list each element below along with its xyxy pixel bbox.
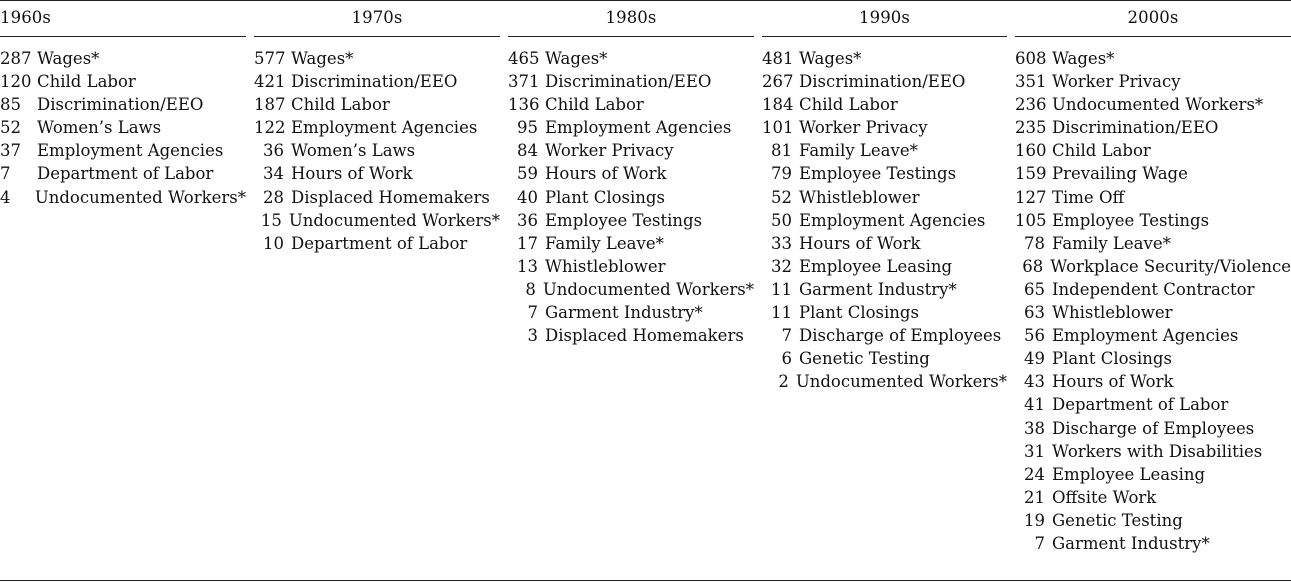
table-row — [762, 324, 1007, 347]
row-count: 187 — [254, 95, 286, 115]
table-row — [508, 232, 754, 255]
table-row — [508, 139, 754, 162]
row-count: 52 — [771, 187, 792, 207]
table-row — [254, 116, 500, 139]
row-count: 235 — [1015, 118, 1047, 138]
row-label: Family Leave* — [799, 141, 918, 161]
row-count: 122 — [254, 118, 286, 138]
row-label: Hours of Work — [799, 233, 921, 253]
row-label: Displaced Homemakers — [545, 326, 744, 346]
row-label: Department of Labor — [1052, 395, 1229, 415]
row-count: 36 — [517, 210, 538, 230]
row-label: Employment Agencies — [799, 210, 986, 230]
column-rows — [762, 47, 1007, 393]
row-count: 31 — [1024, 441, 1045, 461]
row-count: 81 — [771, 141, 792, 161]
row-label: Department of Labor — [37, 164, 214, 184]
row-label: Discrimination/EEO — [799, 72, 966, 92]
table-bottom-rule — [0, 580, 1291, 581]
table-row — [508, 162, 754, 185]
row-label: Independent Contractor — [1052, 279, 1255, 299]
table-row — [1015, 139, 1291, 162]
column-header: 1990s — [762, 0, 1007, 37]
row-count: 43 — [1024, 372, 1045, 392]
table-row — [508, 209, 754, 232]
row-count: 68 — [1022, 256, 1044, 276]
row-label: Displaced Homemakers — [291, 187, 490, 207]
row-count: 7 — [1034, 533, 1045, 553]
row-label: Wages* — [291, 49, 354, 68]
row-count: 7 — [0, 164, 11, 184]
row-count: 11 — [771, 303, 792, 323]
table-row — [1015, 186, 1291, 209]
row-count: 17 — [517, 233, 538, 253]
row-label: Worker Privacy — [1052, 72, 1181, 92]
row-label: Wages* — [545, 49, 608, 68]
table-row — [762, 93, 1007, 116]
table-row — [1015, 255, 1291, 278]
table-row — [254, 93, 500, 116]
row-count: 287 — [0, 49, 32, 68]
row-label: Employee Testings — [545, 210, 703, 230]
row-count: 21 — [1024, 487, 1045, 507]
table-row — [254, 186, 500, 209]
row-count: 10 — [263, 233, 284, 253]
table-row — [1015, 93, 1291, 116]
table-row — [1015, 324, 1291, 347]
row-label: Garment Industry* — [799, 279, 957, 299]
table-row — [762, 347, 1007, 370]
table-row — [1015, 486, 1291, 509]
row-count: 38 — [1024, 418, 1045, 438]
row-label: Employee Leasing — [1052, 464, 1206, 484]
table-row — [762, 278, 1007, 301]
row-label: Undocumented Workers* — [795, 372, 1007, 392]
decade-column-1980s — [508, 0, 754, 347]
row-label: Employee Testings — [799, 164, 957, 184]
row-count: 105 — [1015, 210, 1047, 230]
row-count: 11 — [771, 279, 792, 299]
table-row — [0, 93, 246, 116]
row-label: Child Labor — [799, 95, 898, 115]
table-row — [508, 93, 754, 116]
row-label: Plant Closings — [545, 187, 665, 207]
row-label: Hours of Work — [291, 164, 413, 184]
row-label: Wages* — [799, 49, 862, 68]
table-row — [508, 70, 754, 93]
table-row — [0, 162, 246, 185]
table-row — [0, 116, 246, 139]
table-row — [508, 278, 754, 301]
row-label: Time Off — [1052, 187, 1125, 207]
row-count: 37 — [0, 141, 21, 161]
row-label: Hours of Work — [1052, 372, 1174, 392]
row-label: Women’s Laws — [291, 141, 416, 161]
table-row — [508, 301, 754, 324]
row-label: Genetic Testing — [799, 349, 930, 369]
table-row — [254, 232, 500, 255]
table-row — [762, 116, 1007, 139]
row-count: 78 — [1024, 233, 1045, 253]
row-label: Employment Agencies — [291, 118, 478, 138]
row-label: Employee Testings — [1052, 210, 1210, 230]
row-count: 65 — [1024, 279, 1045, 299]
row-count: 608 — [1015, 49, 1047, 68]
column-rows — [1015, 47, 1291, 555]
row-count: 465 — [508, 49, 540, 68]
table-row — [0, 186, 246, 209]
row-label: Discharge of Employees — [1052, 418, 1255, 438]
table-row — [1015, 347, 1291, 370]
table-row — [508, 47, 754, 70]
row-count: 40 — [517, 187, 538, 207]
table-row — [0, 139, 246, 162]
row-label: Garment Industry* — [545, 303, 703, 323]
row-label: Employment Agencies — [37, 141, 224, 161]
table-row — [1015, 370, 1291, 393]
table-row — [762, 139, 1007, 162]
row-count: 41 — [1024, 395, 1045, 415]
row-label: Women’s Laws — [37, 118, 162, 138]
table-row — [0, 47, 246, 70]
row-label: Discrimination/EEO — [291, 72, 458, 92]
table-row — [762, 186, 1007, 209]
row-label: Workplace Security/Violence — [1050, 256, 1291, 276]
table-row — [1015, 278, 1291, 301]
table-row — [762, 370, 1007, 393]
row-count: 84 — [517, 141, 538, 161]
row-label: Family Leave* — [545, 233, 664, 253]
row-count: 7 — [527, 303, 538, 323]
row-label: Child Labor — [545, 95, 644, 115]
row-count: 33 — [771, 233, 792, 253]
row-label: Child Labor — [291, 95, 390, 115]
decade-column-1960s — [0, 0, 246, 209]
table-row — [762, 232, 1007, 255]
table-row — [762, 301, 1007, 324]
table-row — [254, 47, 500, 70]
table-row — [254, 162, 500, 185]
row-count: 15 — [260, 210, 282, 230]
row-label: Workers with Disabilities — [1052, 441, 1263, 461]
table-row — [762, 255, 1007, 278]
row-count: 577 — [254, 49, 286, 68]
row-label: Worker Privacy — [799, 118, 928, 138]
row-count: 184 — [762, 95, 794, 115]
row-count: 28 — [263, 187, 284, 207]
table-row — [762, 70, 1007, 93]
row-count: 56 — [1024, 326, 1045, 346]
table-row — [1015, 509, 1291, 532]
row-count: 63 — [1024, 303, 1045, 323]
row-label: Child Labor — [37, 72, 136, 92]
row-count: 8 — [525, 279, 536, 299]
row-label: Department of Labor — [291, 233, 468, 253]
row-count: 421 — [254, 72, 286, 92]
row-label: Offsite Work — [1052, 487, 1157, 507]
table-row — [1015, 532, 1291, 555]
row-count: 4 — [0, 187, 11, 207]
row-label: Family Leave* — [1052, 233, 1171, 253]
row-label: Plant Closings — [1052, 349, 1172, 369]
row-count: 85 — [0, 95, 21, 115]
row-count: 59 — [517, 164, 538, 184]
row-label: Child Labor — [1052, 141, 1151, 161]
row-label: Undocumented Workers* — [542, 279, 754, 299]
row-label: Discharge of Employees — [799, 326, 1002, 346]
row-count: 160 — [1015, 141, 1047, 161]
row-count: 3 — [527, 326, 538, 346]
row-label: Whistleblower — [545, 256, 666, 276]
row-count: 351 — [1015, 72, 1047, 92]
table-row — [1015, 232, 1291, 255]
row-label: Wages* — [1052, 49, 1115, 68]
row-count: 101 — [762, 118, 794, 138]
table-row — [508, 116, 754, 139]
table-row — [1015, 162, 1291, 185]
row-count: 79 — [771, 164, 792, 184]
row-count: 34 — [263, 164, 284, 184]
row-label: Undocumented Workers* — [288, 210, 500, 230]
row-label: Whistleblower — [1052, 303, 1173, 323]
row-label: Discrimination/EEO — [37, 95, 204, 115]
column-rows — [254, 47, 500, 255]
row-label: Worker Privacy — [545, 141, 674, 161]
row-label: Garment Industry* — [1052, 533, 1210, 553]
column-rows — [508, 47, 754, 347]
row-count: 127 — [1015, 187, 1047, 207]
column-header: 1960s — [0, 0, 246, 37]
table-row — [1015, 417, 1291, 440]
row-count: 267 — [762, 72, 794, 92]
row-count: 6 — [781, 349, 792, 369]
table-row — [762, 162, 1007, 185]
row-count: 52 — [0, 118, 21, 138]
row-label: Undocumented Workers* — [34, 187, 246, 207]
row-count: 481 — [762, 49, 794, 68]
row-label: Employment Agencies — [545, 118, 732, 138]
table-row — [508, 186, 754, 209]
column-header: 2000s — [1015, 0, 1291, 37]
decade-column-2000s — [1015, 0, 1291, 555]
row-count: 24 — [1024, 464, 1045, 484]
row-count: 236 — [1015, 95, 1047, 115]
row-count: 49 — [1024, 349, 1045, 369]
row-label: Plant Closings — [799, 303, 919, 323]
table-row — [1015, 301, 1291, 324]
row-label: Employment Agencies — [1052, 326, 1239, 346]
column-header: 1970s — [254, 0, 500, 37]
row-label: Genetic Testing — [1052, 510, 1183, 530]
table-row — [1015, 440, 1291, 463]
row-count: 13 — [517, 256, 538, 276]
row-label: Discrimination/EEO — [1052, 118, 1219, 138]
table-row — [762, 209, 1007, 232]
table-row — [1015, 47, 1291, 70]
row-label: Employee Leasing — [799, 256, 953, 276]
table-row — [0, 70, 246, 93]
table-row — [508, 255, 754, 278]
table-row — [508, 324, 754, 347]
row-count: 371 — [508, 72, 540, 92]
row-count: 7 — [781, 326, 792, 346]
decade-column-1970s — [254, 0, 500, 255]
row-count: 2 — [778, 372, 789, 392]
table-row — [1015, 209, 1291, 232]
decade-column-1990s — [762, 0, 1007, 393]
row-label: Whistleblower — [799, 187, 920, 207]
table-row — [254, 70, 500, 93]
table-row — [1015, 116, 1291, 139]
table-row — [254, 139, 500, 162]
row-count: 32 — [771, 256, 792, 276]
row-label: Hours of Work — [545, 164, 667, 184]
column-rows — [0, 47, 246, 209]
table-row — [1015, 463, 1291, 486]
row-count: 95 — [517, 118, 538, 138]
row-label: Prevailing Wage — [1052, 164, 1188, 184]
row-count: 19 — [1024, 510, 1045, 530]
row-label: Discrimination/EEO — [545, 72, 712, 92]
row-count: 136 — [508, 95, 540, 115]
column-header: 1980s — [508, 0, 754, 37]
row-count: 159 — [1015, 164, 1047, 184]
row-label: Undocumented Workers* — [1052, 95, 1264, 115]
table-row — [1015, 393, 1291, 416]
table-row — [762, 47, 1007, 70]
table-row — [254, 209, 500, 232]
row-count: 120 — [0, 72, 32, 92]
row-label: Wages* — [37, 49, 100, 68]
row-count: 50 — [771, 210, 792, 230]
table-row — [1015, 70, 1291, 93]
row-count: 36 — [263, 141, 284, 161]
